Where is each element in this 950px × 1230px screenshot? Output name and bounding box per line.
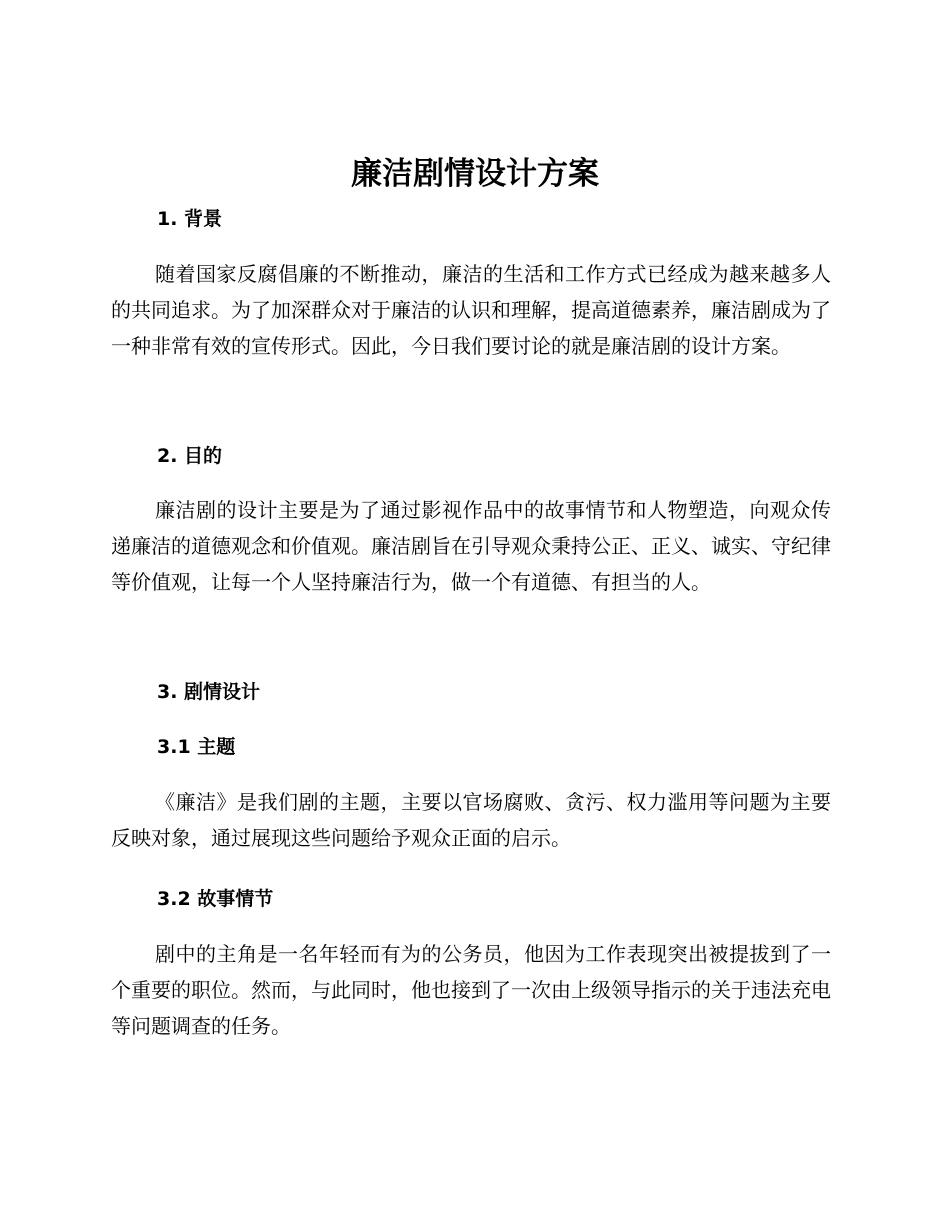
- section-heading-story: 3.2 故事情节: [157, 888, 274, 910]
- section-paragraph-purpose: 廉洁剧的设计主要是为了通过影视作品中的故事情节和人物塑造，向观众传递廉洁的道德观念和价值观。廉洁剧旨在引导观众秉持公正、正义、诚实、守纪律等价值观，让每一个人坚持廉洁行为，做一个有道德、有担当的人。: [111, 498, 831, 594]
- section-heading-purpose: 2. 目的: [157, 445, 223, 467]
- section-paragraph-background: 随着国家反腐倡廉的不断推动，廉洁的生活和工作方式已经成为越来越多人的共同追求。为了加深群众对于廉洁的认识和理解，提高道德素养，廉洁剧成为了一种非常有效的宣传形式。因此，今日我们要讨论的就是廉洁剧的设计方案。: [111, 262, 831, 358]
- section-paragraph-theme: 《廉洁》是我们剧的主题，主要以官场腐败、贪污、权力滥用等问题为主要反映对象，通过展现这些问题给予观众正面的启示。: [111, 790, 831, 850]
- document-title: 廉洁剧情设计方案: [351, 156, 599, 192]
- section-paragraph-story: 剧中的主角是一名年轻而有为的公务员，他因为工作表现突出被提拔到了一个重要的职位。然而，与此同时，他也接到了一次由上级领导指示的关于违法充电等问题调查的任务。: [111, 942, 831, 1038]
- section-heading-background: 1. 背景: [157, 208, 223, 230]
- section-heading-plot-design: 3. 剧情设计: [157, 681, 261, 703]
- section-heading-theme: 3.1 主题: [157, 736, 236, 758]
